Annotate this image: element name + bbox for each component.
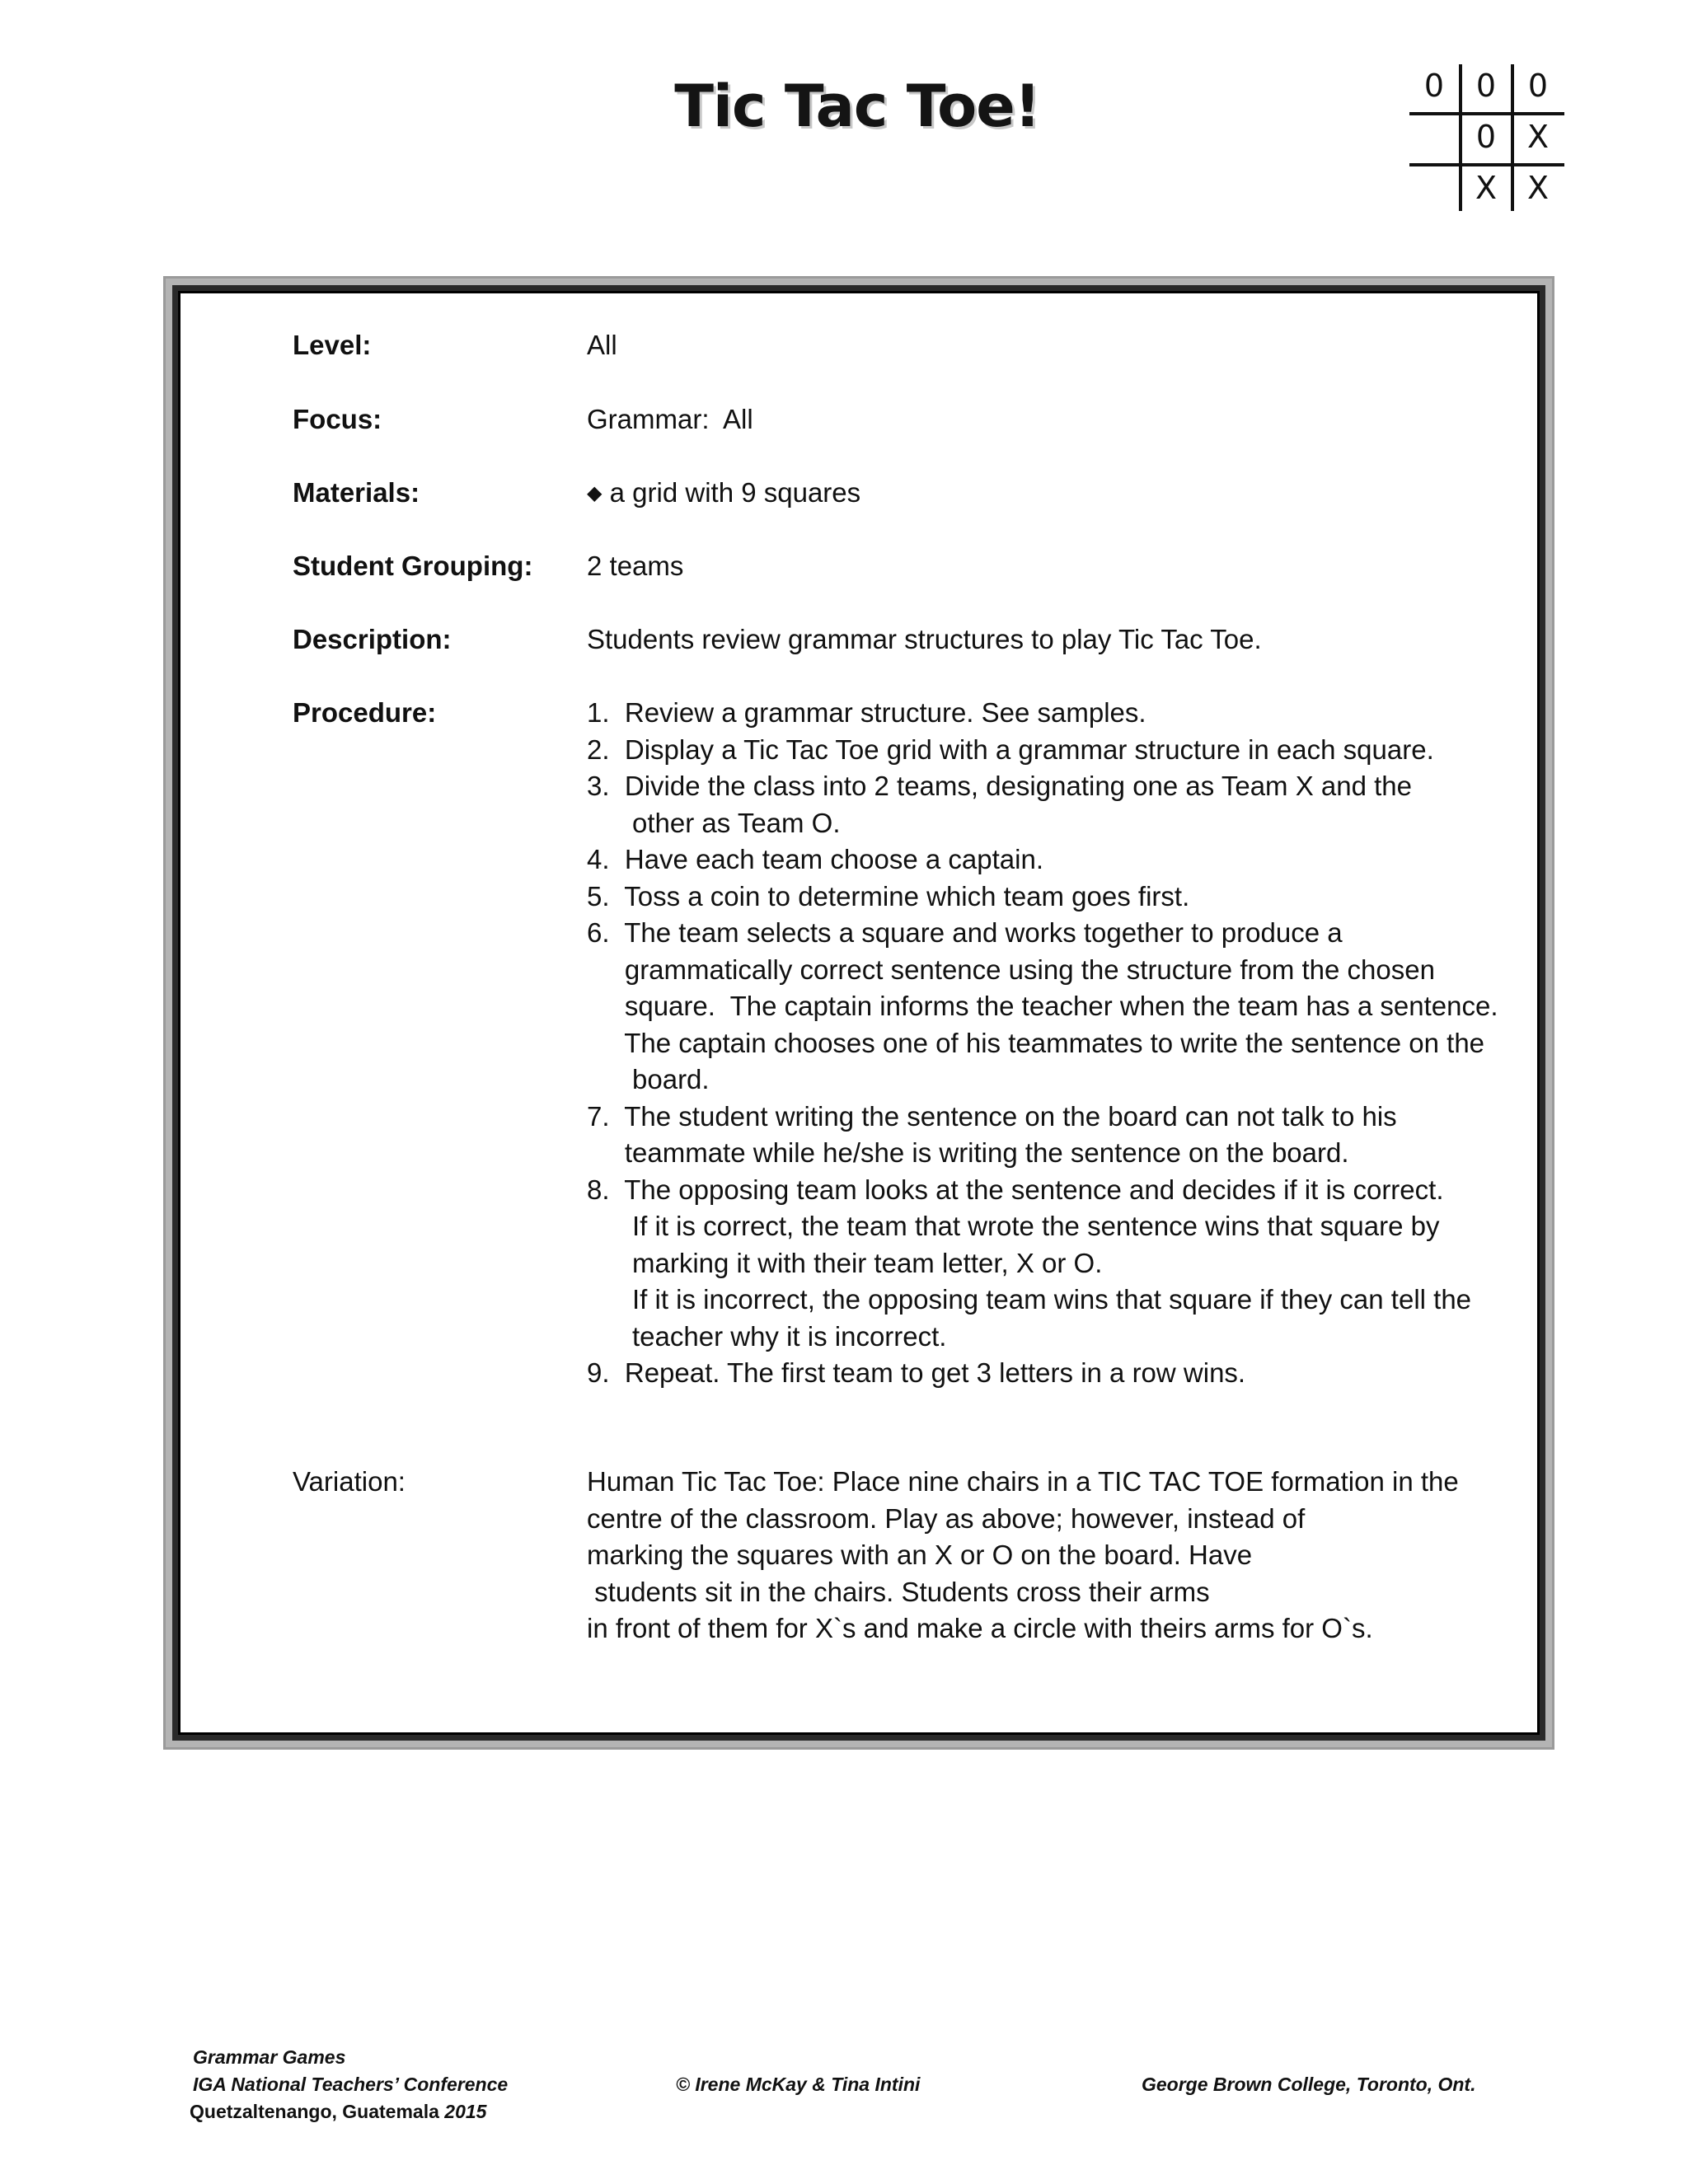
procedure-line: 2. Display a Tic Tac Toe grid with a grammar structure in each square. [587, 733, 1434, 765]
procedure-line: 9. Repeat. The first team to get 3 letters in a row wins. [587, 1357, 1246, 1388]
footer-copyright: © Irene McKay & Tina Intini [676, 2074, 921, 2095]
grid-cell: 0 [1423, 68, 1445, 104]
level-label: Level: [293, 330, 372, 360]
page-title: Tic Tac Toe! [674, 73, 1040, 140]
procedure-line: square. The captain informs the teacher when the team has a sentence. [587, 991, 1498, 1021]
grid-cell: X [1526, 170, 1550, 206]
grouping-value: 2 teams [587, 551, 684, 581]
variation-line: centre of the classroom. Play as above; however, instead of [587, 1502, 1306, 1534]
procedure-line: 5. Toss a coin to determine which team goes first. [587, 880, 1190, 912]
grid-cell [1409, 115, 1459, 158]
materials-value: a grid with 9 squares [609, 477, 861, 508]
procedure-line: 8. The opposing team looks at the sentence and decides if it is correct. [587, 1174, 1444, 1205]
footer-year: 2015 [444, 2101, 487, 2122]
grid-cell: 0 [1475, 119, 1497, 155]
footer-location: Quetzaltenango, Guatemala [190, 2101, 439, 2122]
variation-line: students sit in the chairs. Students cross their arms [587, 1576, 1210, 1607]
focus-value: Grammar: All [587, 404, 753, 434]
procedure-line: other as Team O. [587, 807, 841, 838]
procedure-line: board. [587, 1064, 710, 1094]
procedure-line: 1. Review a grammar structure. See samples. [587, 697, 1146, 728]
procedure-line: teammate while he/she is writing the sentence on the board. [587, 1137, 1349, 1168]
procedure-line: The captain chooses one of his teammates to write the sentence on the [587, 1027, 1485, 1058]
tic-tac-toe-icon [1409, 64, 1564, 211]
procedure-steps [587, 697, 1510, 1439]
grouping-label: Student Grouping: [293, 551, 533, 581]
grid-cell: X [1475, 170, 1498, 206]
footer-book: Grammar Games [193, 2046, 346, 2068]
variation-label: Variation: [293, 1466, 406, 1497]
procedure-line: marking it with their team letter, X or O. [587, 1247, 1103, 1278]
procedure-line: grammatically correct sentence using the structure from the chosen [587, 954, 1435, 985]
grid-cell: 0 [1527, 68, 1549, 104]
materials-label: Materials: [293, 477, 420, 508]
procedure-label: Procedure: [293, 697, 437, 728]
level-value: All [587, 330, 617, 360]
procedure-line: 4. Have each team choose a captain. [587, 844, 1044, 874]
variation-line: in front of them for X`s and make a circle with theirs arms for O`s. [587, 1613, 1373, 1643]
variation-text [587, 1466, 1510, 1656]
procedure-line: If it is correct, the team that wrote the sentence wins that square by [587, 1211, 1440, 1241]
diamond-bullet-icon: ◆ [587, 481, 603, 504]
procedure-line: 3. Divide the class into 2 teams, designating one as Team X and the [587, 771, 1412, 801]
procedure-line: 7. The student writing the sentence on the board can not talk to his [587, 1100, 1397, 1132]
grid-cell: X [1526, 119, 1550, 155]
footer-college: George Brown College, Toronto, Ont. [1142, 2074, 1476, 2095]
grid-cell [1409, 166, 1459, 209]
variation-line: Human Tic Tac Toe: Place nine chairs in a TIC TAC TOE formation in the [587, 1466, 1459, 1497]
description-value: Students review grammar structures to play Tic Tac Toe. [587, 624, 1262, 654]
procedure-line: If it is incorrect, the opposing team wins that square if they can tell the [587, 1284, 1472, 1315]
focus-label: Focus: [293, 404, 382, 434]
procedure-line: 6. The team selects a square and works together to produce a [587, 917, 1343, 948]
variation-line: marking the squares with an X or O on the board. Have [587, 1540, 1253, 1570]
procedure-line: teacher why it is incorrect. [587, 1320, 947, 1352]
footer-location-line [190, 2101, 486, 2123]
materials-value-wrap [587, 477, 1510, 509]
description-label: Description: [293, 624, 452, 654]
grid-cell: 0 [1475, 68, 1497, 104]
footer-conference: IGA National Teachers’ Conference [193, 2074, 509, 2095]
